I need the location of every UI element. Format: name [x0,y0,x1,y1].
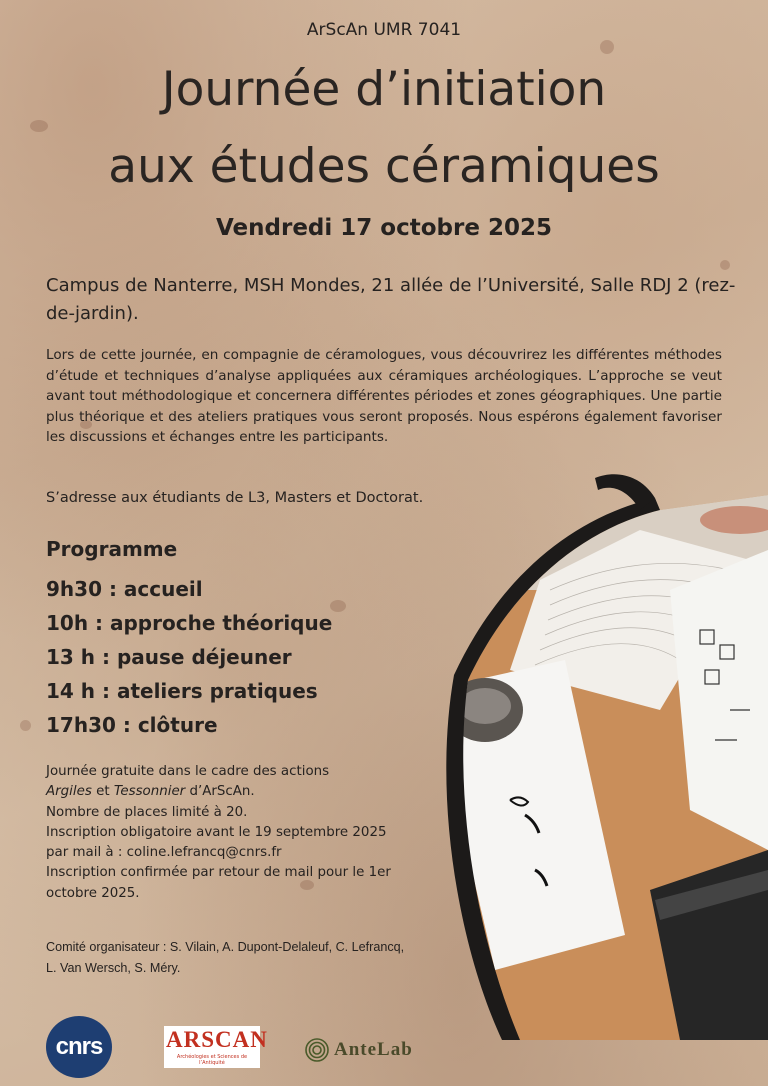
fingerprint-icon [304,1037,330,1063]
programme-item: 17h30 : clôture [46,713,218,737]
texture-speck [20,720,31,731]
pottery-sherd-rim [459,688,511,724]
arscan-logo-text: ARSCAN [166,1027,268,1052]
arscan-logo [164,1026,268,1068]
info-line: Argiles et Tessonnier d’ArScAn. [46,784,255,800]
info-line: Inscription confirmée par retour de mail pour le 1er octobre 2025. [46,865,391,901]
tessonnier-label: Tessonnier [113,784,186,800]
texture-speck [720,260,730,270]
cnrs-logo: cnrs [46,1016,112,1078]
info-line: Journée gratuite dans le cadre des actions [46,764,330,779]
workshop-photo-illustration [390,470,768,1040]
brush-stroke-tip [595,474,655,510]
arscan-logo-subtitle: Archéologies et Sciences de l’Antiquité [176,1054,248,1066]
antelab-logo-text: AnteLab [334,1039,413,1060]
programme-item: 14 h : ateliers pratiques [46,679,318,703]
contact-email-line: par mail à : coline.lefrancq@cnrs.fr [46,845,282,861]
programme-item: 10h : approche théorique [46,611,333,635]
antelab-logo [304,1034,413,1066]
organization-label: ArScAn UMR 7041 [306,20,462,40]
practical-info [46,762,416,904]
programme-item: 13 h : pause déjeuner [46,645,292,669]
event-description: Lors de cette journée, en compagnie de céramologues, vous découvrirez les différentes méthodes d’étude et techniques d’analyse appliquées aux céramiques archéologiques. L’approche se veut avant tout méthodologique et concernera différentes périodes et zones géographiques. Une partie plus théorique et des ateliers pratiques vous seront proposés. Nous espérons également favoriser les discussions et échanges entre les participants. [46,347,722,446]
programme-title: Programme [46,537,178,561]
audience-text: S’adresse aux étudiants de L3, Masters et Doctorat. [46,490,424,506]
event-location: Campus de Nanterre, MSH Mondes, 21 allée de l’Université, Salle RDJ 2 (rez-de-jardin). [46,275,736,324]
texture-speck [30,120,48,132]
info-line: Inscription obligatoire avant le 19 septembre 2025 [46,824,387,840]
event-date: Vendredi 17 octobre 2025 [216,215,552,241]
title-line-1: Journée d’initiation [161,62,607,117]
info-line: Nombre de places limité à 20. [46,804,248,820]
texture-speck [330,600,346,612]
organizing-committee: Comité organisateur : S. Vilain, A. Dupont-Delaleuf, C. Lefrancq, L. Van Wersch, S. Méry. [46,940,405,975]
workshop-photo [390,470,768,1040]
argiles-label: Argiles [46,784,92,800]
title-line-2: aux études céramiques [108,139,660,194]
texture-speck [600,40,614,54]
programme-item: 9h30 : accueil [46,577,203,601]
